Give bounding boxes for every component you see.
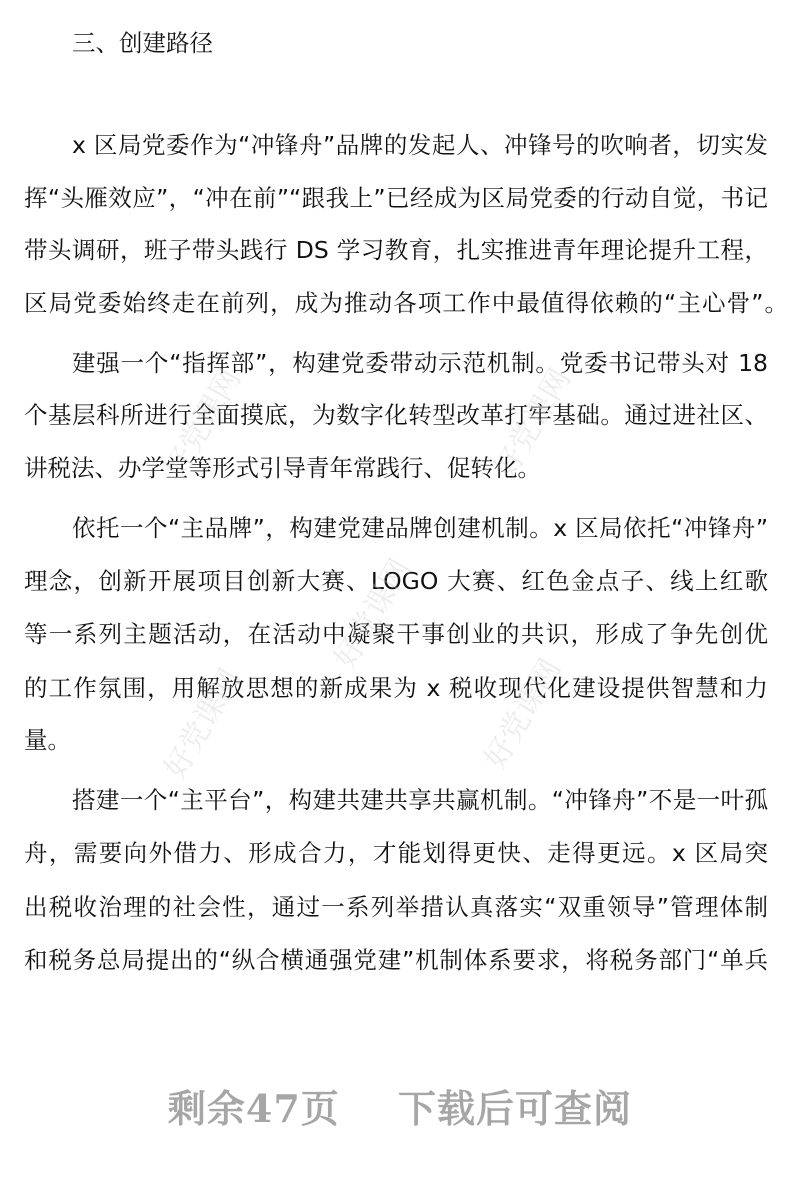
watermark: 好党课网 [157, 363, 249, 485]
paragraph-4-line: 和税务总局提出的“纵合横通强党建”机制体系要求，将税务部门“单兵 [24, 946, 768, 974]
watermark: 好党课网 [157, 663, 249, 785]
paragraph-1-line: 挥“头雁效应”，“冲在前”“跟我上”已经成为区局党委的行动自觉，书记 [24, 184, 768, 212]
paragraph-4-line: 出税收治理的社会性，通过一系列举措认真落实“双重领导”管理体制 [24, 893, 768, 921]
paragraph-3-line: 理念，创新开展项目创新大赛、LOGO 大赛、红色金点子、线上红歌 [24, 567, 768, 595]
remaining-pages-text: 剩余47页 [167, 1086, 340, 1131]
paragraph-3-line: 依托一个“主品牌”，构建党建品牌创建机制。x 区局依托“冲锋舟” [72, 514, 768, 542]
paragraph-3-line: 的工作氛围，用解放思想的新成果为 x 税收现代化建设提供智慧和力 [24, 674, 768, 702]
paragraph-1-line: x 区局党委作为“冲锋舟”品牌的发起人、冲锋号的吹响者，切实发 [72, 131, 768, 159]
paragraph-1-line: 带头调研，班子带头践行 DS 学习教育，扎实推进青年理论提升工程， [24, 236, 768, 264]
watermark: 好党课网 [477, 653, 569, 775]
watermark: 好党课网 [327, 553, 419, 675]
paragraph-2-line: 建强一个“指挥部”，构建党委带动示范机制。党委书记带头对 18 [72, 349, 768, 377]
section-heading: 三、创建路径 [72, 29, 213, 57]
paragraph-2-line: 个基层科所进行全面摸底，为数字化转型改革打牢基础。通过进社区、 [24, 401, 768, 429]
paragraph-4-line: 搭建一个“主平台”，构建共建共享共赢机制。“冲锋舟”不是一叶孤 [72, 786, 768, 814]
paragraph-3-line: 量。 [24, 726, 71, 754]
paragraph-4-line: 舟，需要向外借力、形成合力，才能划得更快、走得更远。x 区局突 [24, 839, 768, 867]
paragraph-3-line: 等一系列主题活动，在活动中凝聚干事创业的共识，形成了争先创优 [24, 620, 768, 648]
watermark: 好党课网 [487, 363, 579, 485]
download-to-view-text[interactable]: 下载后可查阅 [398, 1086, 633, 1131]
paragraph-2-line: 讲税法、办学堂等形式引导青年常践行、促转化。 [24, 454, 541, 482]
paragraph-1-line: 区局党委始终走在前列，成为推动各项工作中最值得依赖的“主心骨”。 [24, 289, 788, 317]
download-banner[interactable] [0, 1078, 800, 1133]
